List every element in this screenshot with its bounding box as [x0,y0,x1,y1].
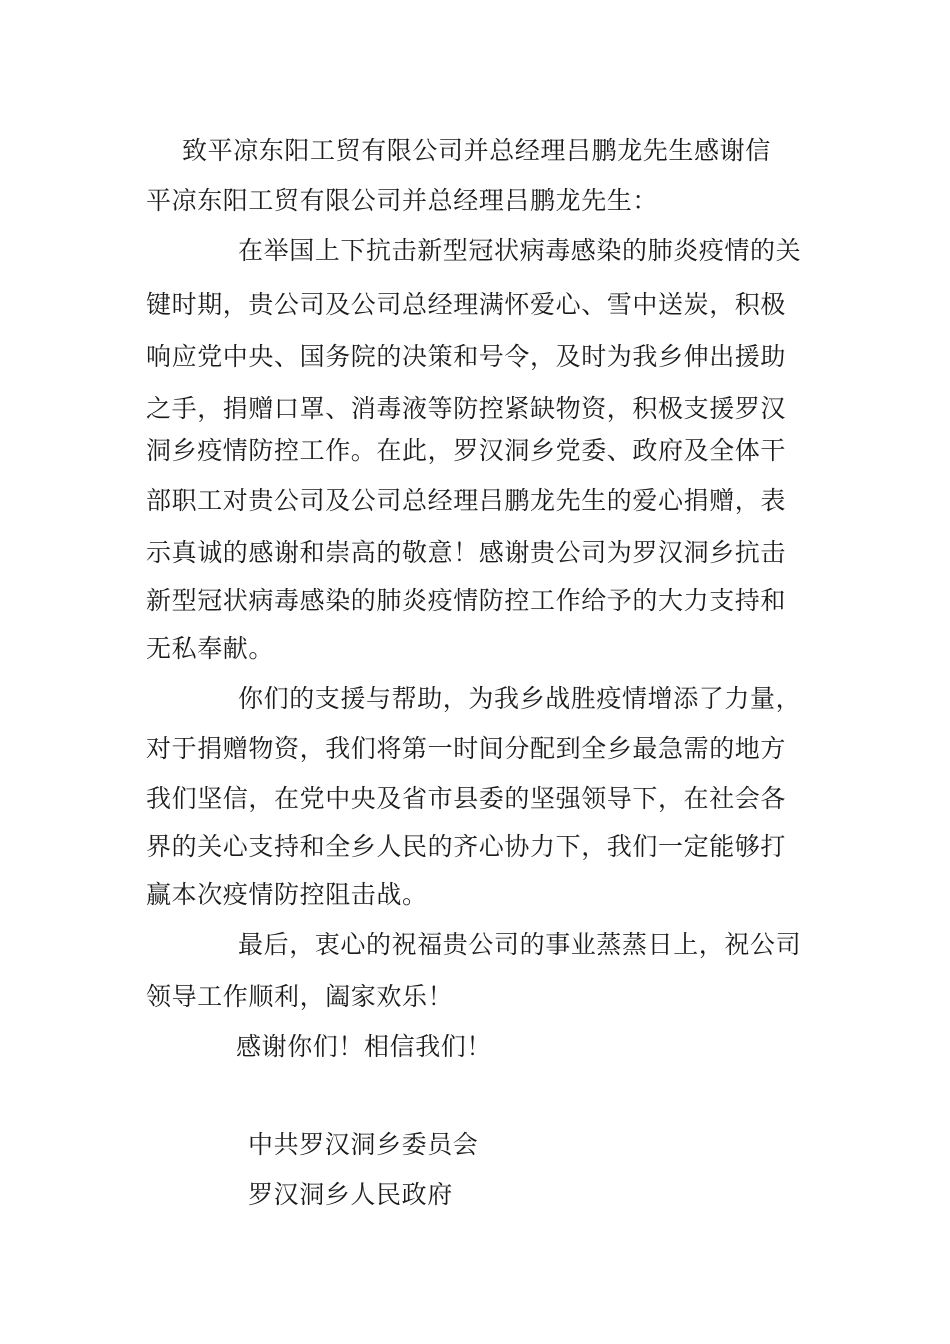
paragraph-line: 赢本次疫情防控阻击战。 [146,880,428,909]
paragraph-line: 领导工作顺利，阖家欢乐！ [146,982,454,1011]
letter-title: 致平凉东阳工贸有限公司并总经理吕鹏龙先生感谢信 [182,136,771,165]
paragraph-line: 最后，衷心的祝福贵公司的事业蒸蒸日上，祝公司 [238,930,802,959]
paragraph-line: 对于捐赠物资，我们将第一时间分配到全乡最急需的地方 [146,734,787,763]
paragraph-line: 键时期，贵公司及公司总经理满怀爱心、雪中送炭，积极 [146,290,787,319]
paragraph-line: 响应党中央、国务院的决策和号令，及时为我乡伸出援助 [146,342,787,371]
paragraph-line: 无私奉献。 [146,634,275,663]
signature-government: 罗汉洞乡人民政府 [248,1180,453,1209]
paragraph-line: 界的关心支持和全乡人民的齐心协力下，我们一定能够打 [146,832,787,861]
paragraph-line: 之手，捐赠口罩、消毒液等防控紧缺物资，积极支援罗汉 [146,394,787,423]
paragraph-line: 你们的支援与帮助，为我乡战胜疫情增添了力量， [238,684,802,713]
paragraph-line: 在举国上下抗击新型冠状病毒感染的肺炎疫情的关 [238,236,802,265]
letter-closing: 感谢你们！相信我们！ [236,1032,493,1061]
paragraph-line: 我们坚信，在党中央及省市县委的坚强领导下，在社会各 [146,784,787,813]
letter-salutation: 平凉东阳工贸有限公司并总经理吕鹏龙先生： [146,186,659,215]
paragraph-line: 洞乡疫情防控工作。在此，罗汉洞乡党委、政府及全体干 [146,436,787,465]
paragraph-line: 新型冠状病毒感染的肺炎疫情防控工作给予的大力支持和 [146,586,787,615]
paragraph-line: 示真诚的感谢和崇高的敬意！感谢贵公司为罗汉洞乡抗击 [146,538,787,567]
signature-party-committee: 中共罗汉洞乡委员会 [248,1130,479,1159]
paragraph-line: 部职工对贵公司及公司总经理吕鹏龙先生的爱心捐赠，表 [146,486,787,515]
